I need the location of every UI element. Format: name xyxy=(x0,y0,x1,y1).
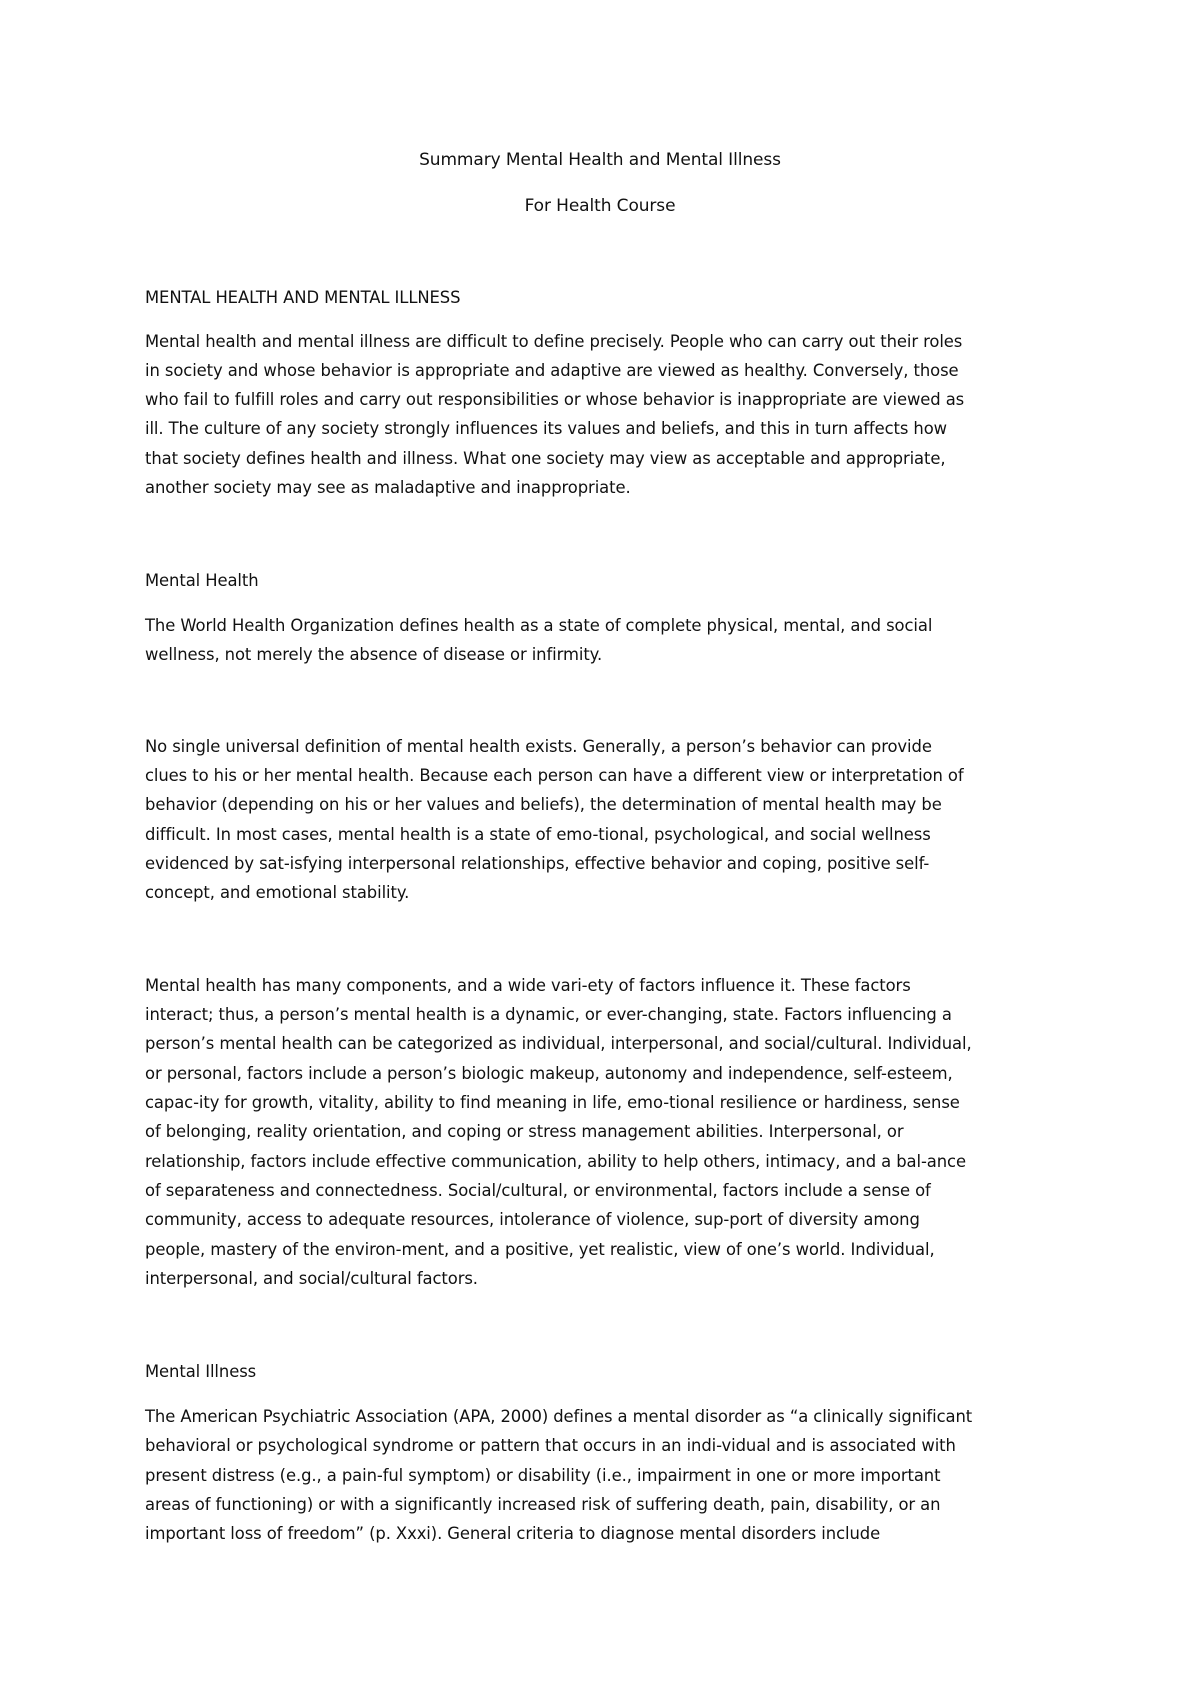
paragraph-line: relationship, factors include effective communication, ability to help others, intimacy, and a bal-ance xyxy=(145,1152,966,1172)
paragraph-line: another society may see as maladaptive and inappropriate. xyxy=(145,478,631,498)
paragraph-line: community, access to adequate resources, intolerance of violence, sup-port of diversity among xyxy=(145,1210,920,1230)
paragraph-line: or personal, factors include a person’s biologic makeup, autonomy and independence, self-esteem, xyxy=(145,1064,953,1084)
paragraph-line: capac-ity for growth, vitality, ability to find meaning in life, emo-tional resilience or hardiness, sense xyxy=(145,1093,960,1113)
section-heading: MENTAL HEALTH AND MENTAL ILLNESS xyxy=(145,288,461,308)
paragraph-line: Mental health and mental illness are difficult to define precisely. People who can carry out their roles xyxy=(145,332,963,352)
paragraph-line: present distress (e.g., a pain-ful symptom) or disability (i.e., impairment in one or more important xyxy=(145,1466,941,1486)
paragraph-line: areas of functioning) or with a significantly increased risk of suffering death, pain, disability, or an xyxy=(145,1495,941,1515)
section-heading: Mental Illness xyxy=(145,1362,257,1382)
paragraph-line: behavioral or psychological syndrome or pattern that occurs in an indi-vidual and is associated with xyxy=(145,1436,956,1456)
paragraph-line: Mental health has many components, and a wide vari-ety of factors influence it. These factors xyxy=(145,976,911,996)
section-heading: Mental Health xyxy=(145,571,259,591)
paragraph-line: who fail to fulfill roles and carry out responsibilities or whose behavior is inappropriate are viewed as xyxy=(145,390,965,410)
document-subtitle: For Health Course xyxy=(524,196,676,216)
paragraph-line: in society and whose behavior is appropriate and adaptive are viewed as healthy. Conversely, those xyxy=(145,361,959,381)
paragraph-line: wellness, not merely the absence of disease or infirmity. xyxy=(145,645,603,665)
paragraph-line: The World Health Organization defines health as a state of complete physical, mental, and social xyxy=(145,616,933,636)
paragraph-line: No single universal definition of mental health exists. Generally, a person’s behavior can provide xyxy=(145,737,932,757)
paragraph-line: interpersonal, and social/cultural factors. xyxy=(145,1269,478,1289)
paragraph-line: evidenced by sat-isfying interpersonal relationships, effective behavior and coping, positive self- xyxy=(145,854,930,874)
paragraph-line: clues to his or her mental health. Because each person can have a different view or interpretation of xyxy=(145,766,964,786)
paragraph-line: person’s mental health can be categorized as individual, interpersonal, and social/cultural. Individual, xyxy=(145,1034,972,1054)
paragraph-line: difficult. In most cases, mental health is a state of emo-tional, psychological, and social wellness xyxy=(145,825,931,845)
paragraph-line: important loss of freedom” (p. Xxxi). General criteria to diagnose mental disorders include xyxy=(145,1524,881,1544)
paragraph-line: of separateness and connectedness. Social/cultural, or environmental, factors include a sense of xyxy=(145,1181,931,1201)
paragraph-line: behavior (depending on his or her values and beliefs), the determination of mental health may be xyxy=(145,795,942,815)
paragraph-line: concept, and emotional stability. xyxy=(145,883,410,903)
paragraph-line: interact; thus, a person’s mental health is a dynamic, or ever-changing, state. Factors influencing a xyxy=(145,1005,952,1025)
document-title: Summary Mental Health and Mental Illness xyxy=(419,150,781,170)
paragraph-line: The American Psychiatric Association (APA, 2000) defines a mental disorder as “a clinically significant xyxy=(145,1407,973,1427)
paragraph-line: people, mastery of the environ-ment, and a positive, yet realistic, view of one’s world. Individual, xyxy=(145,1240,935,1260)
paragraph-line: of belonging, reality orientation, and coping or stress management abilities. Interpersonal, or xyxy=(145,1122,904,1142)
paragraph-line: ill. The culture of any society strongly influences its values and beliefs, and this in turn affects how xyxy=(145,419,947,439)
paragraph-line: that society defines health and illness. What one society may view as acceptable and appropriate, xyxy=(145,449,946,469)
